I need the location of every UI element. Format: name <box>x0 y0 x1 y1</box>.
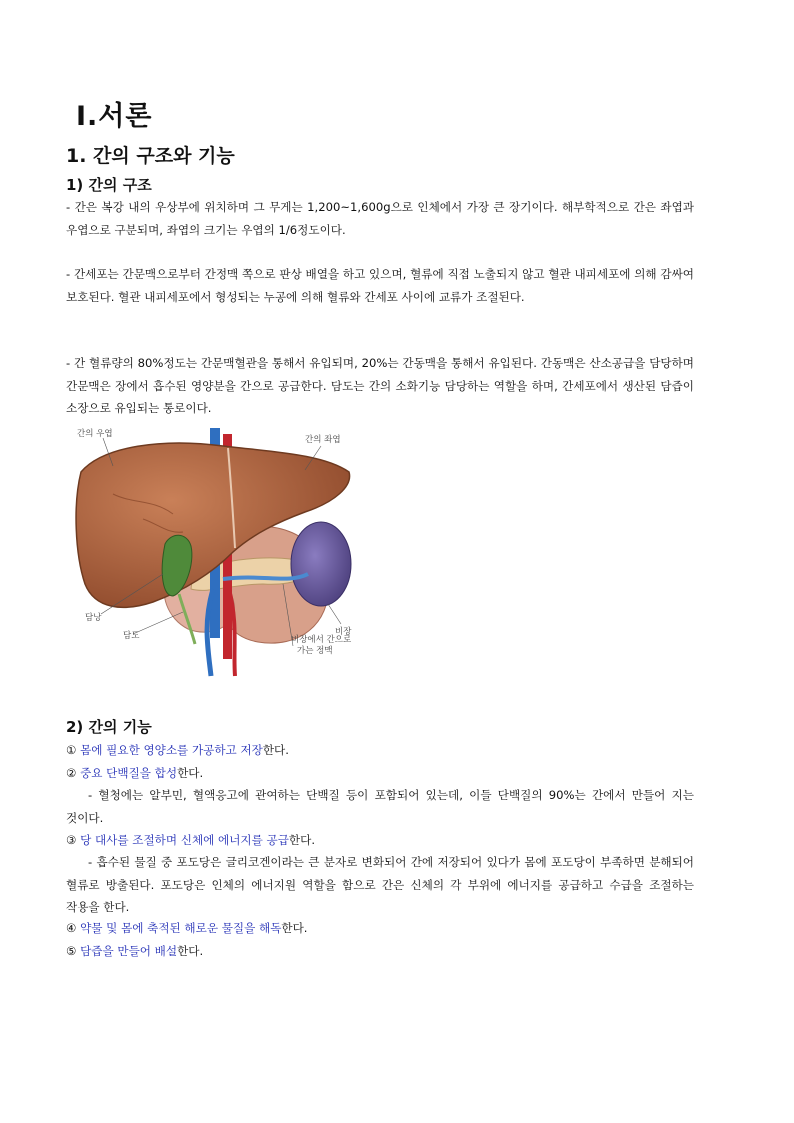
label-splenic-vein-2: 가는 정맥 <box>297 646 333 656</box>
item-highlight: 약물 및 몸에 축적된 해로운 물질을 해독 <box>80 921 282 935</box>
function-item-1 <box>66 739 289 761</box>
item-highlight: 몸에 필요한 영양소를 가공하고 저장 <box>80 743 263 757</box>
item-number: ③ <box>66 833 77 847</box>
item-suffix: 한다. <box>262 743 289 757</box>
item-number: ② <box>66 766 77 780</box>
function-item-4 <box>66 917 308 939</box>
item-highlight: 당 대사를 조절하며 신체에 에너지를 공급 <box>80 833 289 847</box>
function-item-5 <box>66 940 203 962</box>
item-number: ④ <box>66 921 77 935</box>
item-suffix: 한다. <box>177 766 204 780</box>
section-title: 1. 간의 구조와 기능 <box>66 145 235 167</box>
function-detail-protein: - 혈청에는 알부민, 혈액응고에 관여하는 단백질 등이 포함되어 있는데, 이들 단백질의 90%는 간에서 만들어 지는 것이다. <box>66 788 694 825</box>
structure-paragraph-1: - 간은 복강 내의 우상부에 위치하며 그 무게는 1,200~1,600g으로 인체에서 가장 큰 장기이다. 해부학적으로 간은 좌엽과 우엽으로 구분되며, 좌엽의 크기는 우엽의 1/6정도이다. <box>66 200 694 237</box>
label-right-lobe: 간의 우엽 <box>77 429 113 439</box>
function-item-3 <box>66 829 315 851</box>
liver-anatomy-figure <box>73 424 355 680</box>
label-spleen: 비장 <box>335 627 352 637</box>
function-item-2 <box>66 762 203 784</box>
label-left-lobe: 간의 좌엽 <box>305 435 341 445</box>
label-bile-duct: 담도 <box>123 631 140 641</box>
chapter-heading: Ⅰ.서론 <box>76 101 153 132</box>
subsection-title-structure: 1) 간의 구조 <box>66 176 152 194</box>
item-highlight: 담즙을 만들어 배설 <box>80 944 178 958</box>
label-gallbladder: 담낭 <box>85 613 102 623</box>
function-detail-glucose: - 흡수된 물질 중 포도당은 글리코겐이라는 큰 분자로 변화되어 간에 저장되어 있다가 몸에 포도당이 부족하면 분해되어 혈류로 방출된다. 포도당은 인체의 에너지원 역할을 함으로 간은 신체의 각 부위에 에너지를 공급하고 수급을 조절하는 작용을 한다. <box>66 855 694 914</box>
item-suffix: 한다. <box>177 944 204 958</box>
item-number: ① <box>66 743 77 757</box>
item-suffix: 한다. <box>288 833 316 847</box>
subsection-title-function: 2) 간의 기능 <box>66 718 152 736</box>
structure-paragraph-3: - 간 혈류량의 80%정도는 간문맥혈관을 통해서 유입되며, 20%는 간동맥을 통해서 유입된다. 간동맥은 산소공급을 담당하며 간문맥은 장에서 흡수된 영양분을 간으로 공급한다. 담도는 간의 소화기능 담당하는 역할을 하며, 간세포에서 생산된 담즙이 소장으로 유입되는 통로이다. <box>66 356 694 415</box>
structure-paragraph-2: - 간세포는 간문맥으로부터 간정맥 쪽으로 판상 배열을 하고 있으며, 혈류에 직접 노출되지 않고 혈관 내피세포에 의해 감싸여 보호된다. 혈관 내피세포에서 형성되는 누공에 의해 혈류와 간세포 사이에 교류가 조절된다. <box>66 267 694 304</box>
item-highlight: 중요 단백질을 합성 <box>80 766 178 780</box>
label-splenic-vein-1: 비장에서 간으로 <box>291 635 352 645</box>
item-number: ⑤ <box>66 944 77 958</box>
item-suffix: 한다. <box>281 921 308 935</box>
liver-illustration <box>73 424 355 680</box>
